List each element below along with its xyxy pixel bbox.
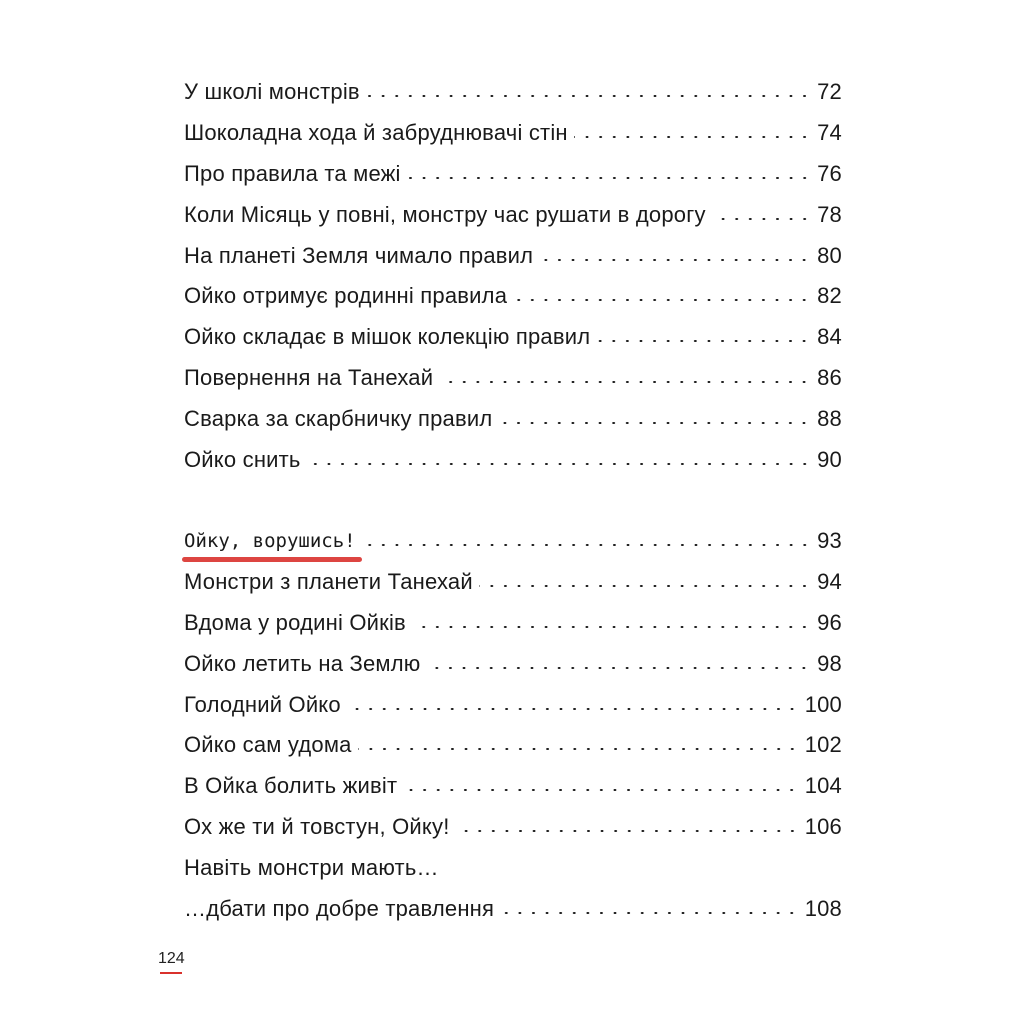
toc-entry-title: Ойко летить на Землю (184, 650, 421, 676)
dot-leader (712, 218, 811, 220)
toc-entry-title: Шоколадна хода й забруднювачі стін (184, 120, 568, 146)
toc-entry-title: Монстри з планети Танехай (184, 569, 473, 595)
toc-entry-page: 72 (817, 79, 842, 105)
toc-entry-title: У школі монстрів (184, 79, 360, 105)
toc-entry-page: 90 (817, 446, 842, 472)
dot-leader (498, 422, 811, 424)
toc-section-2 (184, 521, 842, 929)
toc-chapter-heading (184, 521, 842, 562)
dot-leader (456, 830, 799, 832)
dot-leader (500, 912, 799, 914)
dot-leader (479, 585, 811, 587)
toc-entry-title: Ох же ти й товстун, Ойку! (184, 813, 450, 839)
toc-entry-title: Ойко снить (184, 446, 301, 472)
toc-entry (184, 725, 842, 766)
toc-entry-page: 88 (817, 405, 842, 431)
dot-leader (513, 299, 811, 301)
toc-entry (184, 276, 842, 317)
toc-entry-title: Ойко складає в мішок колекцію правил (184, 324, 591, 350)
toc-entry (184, 684, 842, 725)
toc-entry (184, 358, 842, 399)
toc-entry-page: 78 (817, 201, 842, 227)
toc-entry (184, 398, 842, 439)
toc-entry-title: Ойку, ворушись! (184, 530, 356, 553)
toc-entry (184, 643, 842, 684)
toc-entry (184, 766, 842, 807)
dot-leader (439, 381, 811, 383)
toc-entry-title: Про правила та межі (184, 160, 401, 186)
toc-entry-page: 82 (817, 283, 842, 309)
toc-entry-page: 76 (817, 160, 842, 186)
dot-leader (358, 748, 799, 750)
toc-entry (184, 439, 842, 480)
dot-leader (407, 177, 811, 179)
dot-leader (539, 259, 811, 261)
toc-entry-title: Повернення на Танехай (184, 364, 434, 390)
toc-entry (184, 603, 842, 644)
dot-leader (362, 544, 812, 546)
toc-section-1 (184, 72, 842, 480)
toc-entry-title: Вдома у родині Ойків (184, 609, 406, 635)
toc-entry-title: …дбати про добре травлення (184, 895, 495, 921)
toc-entry-page: 84 (817, 324, 842, 350)
toc-entry (184, 807, 842, 848)
dot-leader (366, 95, 811, 97)
dot-leader (412, 626, 811, 628)
toc-entry-page: 102 (804, 732, 842, 758)
toc-entry (184, 317, 842, 358)
toc-entry (184, 888, 842, 929)
toc-entry (184, 194, 842, 235)
toc-entry-title: Ойко отримує родинні правила (184, 283, 508, 309)
toc-entry-page: 86 (817, 364, 842, 390)
toc-entry-page: 93 (817, 528, 842, 554)
dot-leader (307, 463, 812, 465)
toc-entry-title: Коли Місяць у повні, монстру час рушати в дорогу (184, 201, 706, 227)
toc-entry-page: 74 (817, 120, 842, 146)
toc-entry (184, 235, 842, 276)
dot-leader (426, 667, 811, 669)
toc-entry (184, 72, 842, 113)
toc-entry-page: 108 (804, 895, 842, 921)
toc-entry (184, 847, 842, 888)
toc-entry-page: 100 (804, 691, 842, 717)
toc-entry-page: 96 (817, 609, 842, 635)
dot-leader (574, 136, 811, 138)
toc-entry-page: 94 (817, 569, 842, 595)
toc-entry (184, 113, 842, 154)
toc-entry-title: На планеті Земля чимало правил (184, 242, 534, 268)
toc-entry-title: Голодний Ойко (184, 691, 341, 717)
dot-leader (347, 708, 799, 710)
toc-entry-title: Ойко сам удома (184, 732, 352, 758)
page-number-underline (160, 972, 182, 974)
toc-entry-title: Навіть монстри мають… (184, 854, 439, 880)
toc-entry-title: Сварка за скарбничку правил (184, 405, 493, 431)
toc-entry-page: 104 (804, 773, 842, 799)
toc-entry-title: В Ойка болить живіт (184, 773, 398, 799)
page-number: 124 (158, 950, 185, 967)
toc-entry-page: 106 (804, 813, 842, 839)
toc-entry-page: 80 (817, 242, 842, 268)
dot-leader (596, 340, 811, 342)
toc-entry (184, 154, 842, 195)
dot-leader (403, 789, 798, 791)
toc-entry (184, 562, 842, 603)
toc-entry-page: 98 (817, 650, 842, 676)
